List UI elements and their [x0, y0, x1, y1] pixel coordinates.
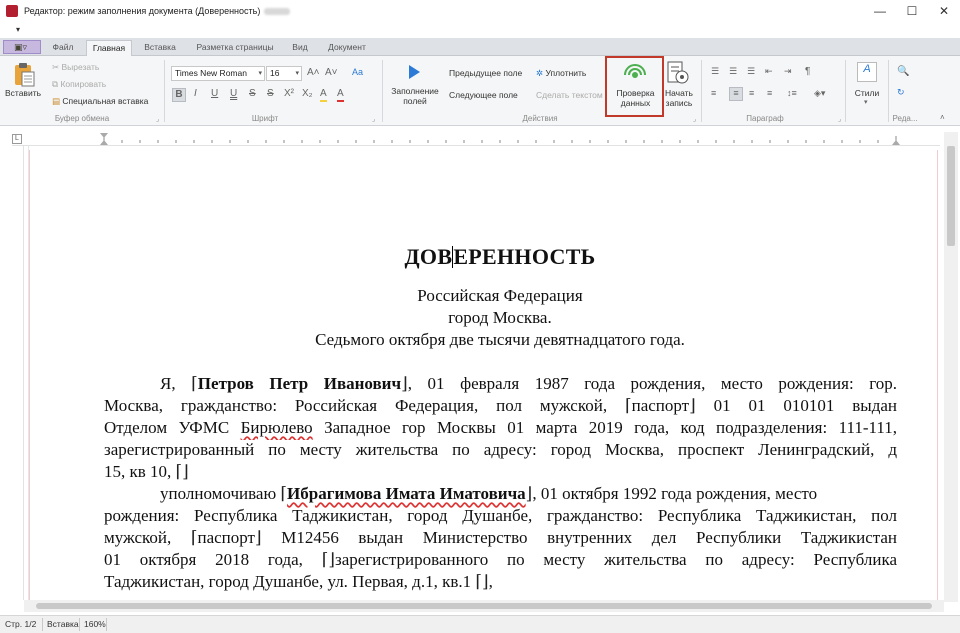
fill-fields-button[interactable]: Заполнение полей [391, 86, 439, 106]
document-title[interactable]: ДОВЕРЕННОСТЬ [404, 244, 596, 269]
right-margin-line [937, 150, 938, 602]
next-field-button[interactable]: Следующее поле [449, 90, 518, 100]
left-margin-line [29, 150, 30, 602]
spellcheck-word[interactable]: Бирюлево [240, 418, 313, 437]
double-strikethrough-button[interactable]: S [267, 88, 274, 99]
collapse-ribbon-icon[interactable]: ˄ [940, 113, 945, 122]
tab-file[interactable]: Файл [52, 42, 74, 52]
principal-name-field[interactable]: Петров Петр Иванович [197, 374, 402, 393]
paste-special-icon: ▤ [52, 96, 63, 106]
bold-button[interactable]: B [172, 88, 186, 102]
align-left-icon[interactable]: ≡ [711, 88, 717, 98]
zoom-level[interactable]: 160% [84, 619, 106, 629]
horizontal-ruler[interactable] [12, 132, 940, 146]
subscript-button[interactable]: X₂ [302, 88, 313, 99]
ruler-ticks [12, 132, 940, 146]
minimize-button[interactable]: — [874, 4, 886, 18]
replace-icon[interactable]: ↻ [897, 87, 905, 97]
find-icon[interactable]: 🔍 [897, 66, 910, 77]
app-menu-button[interactable] [3, 40, 41, 54]
ribbon-tabs [0, 38, 960, 56]
attorney-name-field[interactable]: Ибрагимова Имата Иматовича [287, 484, 526, 503]
styles-button[interactable]: Стили [854, 88, 880, 98]
paste-special-button[interactable]: ▤ Специальная вставка [52, 96, 149, 106]
horizontal-scroll-thumb[interactable] [36, 603, 932, 609]
bullet-list-icon[interactable]: ☰ [711, 66, 720, 76]
maximize-button[interactable]: ☐ [906, 4, 918, 18]
font-group-label: Шрифт [251, 114, 279, 123]
decrease-indent-icon[interactable]: ⇤ [765, 66, 773, 76]
underline-button[interactable]: U [211, 88, 219, 99]
clipboard-launcher-icon[interactable]: ⌟ [156, 116, 160, 123]
change-case-button[interactable]: Aa [352, 67, 364, 77]
paragraph-2-line-5[interactable]: Таджикистан, город Душанбе, ул. Первая, д.1, кв.1 ⌈⌋, [104, 572, 493, 591]
numbered-list-icon[interactable]: ☰ [729, 66, 738, 76]
actions-launcher-icon[interactable]: ⌟ [693, 116, 697, 123]
double-underline-button[interactable]: U [230, 88, 238, 99]
close-button[interactable]: ✕ [938, 4, 950, 18]
paragraph-1-line-1[interactable]: Я, ⌈Петров Петр Иванович⌋, 01 февраля 1987 года рождения, место рождения: гор. [160, 374, 897, 393]
shading-icon[interactable]: ◈▾ [814, 88, 826, 98]
paste-icon[interactable] [12, 62, 36, 88]
compact-button[interactable]: ✲ Уплотнить [536, 68, 587, 78]
tab-view[interactable]: Вид [292, 42, 308, 52]
show-marks-button[interactable]: ¶ [805, 66, 811, 77]
copy-icon: ⧉ [52, 79, 61, 89]
paragraph-1-line-2[interactable]: Москва, гражданство: Российская Федерация, пол мужской, ⌈паспорт⌋ 01 01 010101 выдан [104, 396, 897, 415]
make-text-button[interactable]: Сделать текстом [536, 90, 603, 100]
city-line[interactable]: город Москва. [448, 308, 552, 327]
vertical-ruler[interactable] [12, 146, 24, 600]
shrink-font-button[interactable]: A˅ [325, 67, 338, 78]
tab-document[interactable]: Документ [328, 42, 366, 52]
increase-indent-icon[interactable]: ⇥ [784, 66, 792, 76]
start-record-button[interactable]: Начать запись [665, 88, 693, 108]
play-icon [407, 64, 421, 80]
paragraph-launcher-icon[interactable]: ⌟ [838, 116, 842, 123]
date-line[interactable]: Седьмого октября две тысячи девятнадцатого года. [315, 330, 685, 349]
highlight-button[interactable]: A [320, 88, 327, 102]
paragraph-1-line-3[interactable]: Отделом УФМС Бирюлево Западное гор Москвы 01 марта 2019 года, код подразделения: 111-111, [104, 418, 897, 437]
paragraph-1-line-4[interactable]: зарегистрированный по месту жительства по адресу: город Москва, проспект Ленинградский, д [104, 440, 897, 459]
paragraph-2-line-4[interactable]: 01 октября 2018 года, ⌈⌋зарегистрированного по месту жительства по адресу: Республика [104, 550, 897, 569]
font-color-button[interactable]: A [337, 88, 344, 102]
paragraph-group-label: Параграф [746, 114, 784, 123]
font-launcher-icon[interactable]: ⌟ [372, 116, 376, 123]
tab-insert[interactable]: Вставка [144, 42, 176, 52]
cut-button[interactable]: ✂ Вырезать [52, 62, 100, 72]
justify-icon[interactable]: ≡ [767, 88, 773, 98]
tab-stop-selector[interactable]: L [12, 134, 22, 144]
tab-page-layout[interactable]: Разметка страницы [196, 42, 274, 52]
previous-field-button[interactable]: Предыдущее поле [449, 68, 523, 78]
align-right-icon[interactable]: ≡ [749, 88, 755, 98]
strikethrough-button[interactable]: S [249, 88, 256, 99]
empty-field[interactable]: ⌈⌋ [321, 550, 335, 569]
chevron-down-icon: ▾ [258, 70, 262, 77]
customize-quick-access-icon[interactable]: ▾ [16, 25, 21, 34]
font-size-select[interactable]: 16 ▾ [266, 66, 302, 81]
superscript-button[interactable]: X² [284, 88, 294, 99]
paragraph-2-line-3[interactable]: мужской, ⌈паспорт⌋ M12456 выдан Министерство внутренних дел Республики Таджикистан [104, 528, 897, 547]
paragraph-1-line-5[interactable]: 15, кв 10, ⌈⌋ [104, 462, 189, 481]
start-record-icon [667, 61, 689, 85]
principal-doc-type-field[interactable]: паспорт [631, 396, 690, 415]
copy-button[interactable]: ⧉ Копировать [52, 79, 107, 89]
ribbon [0, 56, 960, 126]
multilevel-list-icon[interactable]: ☰ [747, 66, 756, 76]
grow-font-button[interactable]: A˄ [307, 67, 320, 78]
styles-icon: A [857, 62, 877, 82]
quick-access-bar [0, 22, 960, 38]
app-logo-icon [6, 5, 18, 17]
window-title: Редактор: режим заполнения документа (Доверенность) [24, 6, 261, 16]
tab-home[interactable]: Главная [86, 40, 132, 56]
clipboard-group-label: Буфер обмена [54, 114, 110, 123]
attorney-doc-type-field[interactable]: паспорт [197, 528, 255, 547]
line-spacing-icon[interactable]: ↕≡ [787, 88, 797, 98]
align-center-icon[interactable]: ≡ [729, 87, 743, 101]
title-blurred-suffix [264, 8, 290, 15]
scissors-icon: ✂ [52, 62, 62, 72]
font-name-select[interactable]: Times New Roman ▾ [171, 66, 265, 81]
vertical-scroll-thumb[interactable] [947, 146, 955, 246]
insert-mode-indicator[interactable]: Вставка [47, 619, 79, 629]
check-data-button[interactable]: Проверка данных [616, 88, 655, 108]
empty-field[interactable]: ⌈⌋ [475, 572, 489, 591]
country-line[interactable]: Российская Федерация [417, 286, 583, 305]
title-bar [0, 0, 960, 22]
chevron-down-icon: ▾ [295, 70, 299, 77]
chevron-down-icon: ▾ [864, 99, 868, 106]
editing-group-label: Реда... [892, 114, 918, 123]
status-bar [0, 615, 960, 633]
check-data-highlight [605, 56, 664, 117]
paragraph-2-line-1[interactable]: уполномочиваю ⌈Ибрагимова Имата Иматовича⌋, 01 октября 1992 года рождения, место [160, 484, 818, 503]
actions-group-label: Действия [522, 114, 558, 123]
paste-button[interactable]: Вставить [4, 88, 42, 98]
empty-field[interactable]: ⌈⌋ [175, 462, 189, 481]
paragraph-2-line-2[interactable]: рождения: Республика Таджикистан, город Душанбе, гражданство: Республика Таджикистан, пол [104, 506, 897, 525]
compact-icon: ✲ [536, 68, 546, 78]
italic-button[interactable]: I [194, 88, 197, 99]
page-indicator: Стр. 1/2 [5, 619, 37, 629]
app-menu-icon: ▣▿ [14, 42, 28, 52]
